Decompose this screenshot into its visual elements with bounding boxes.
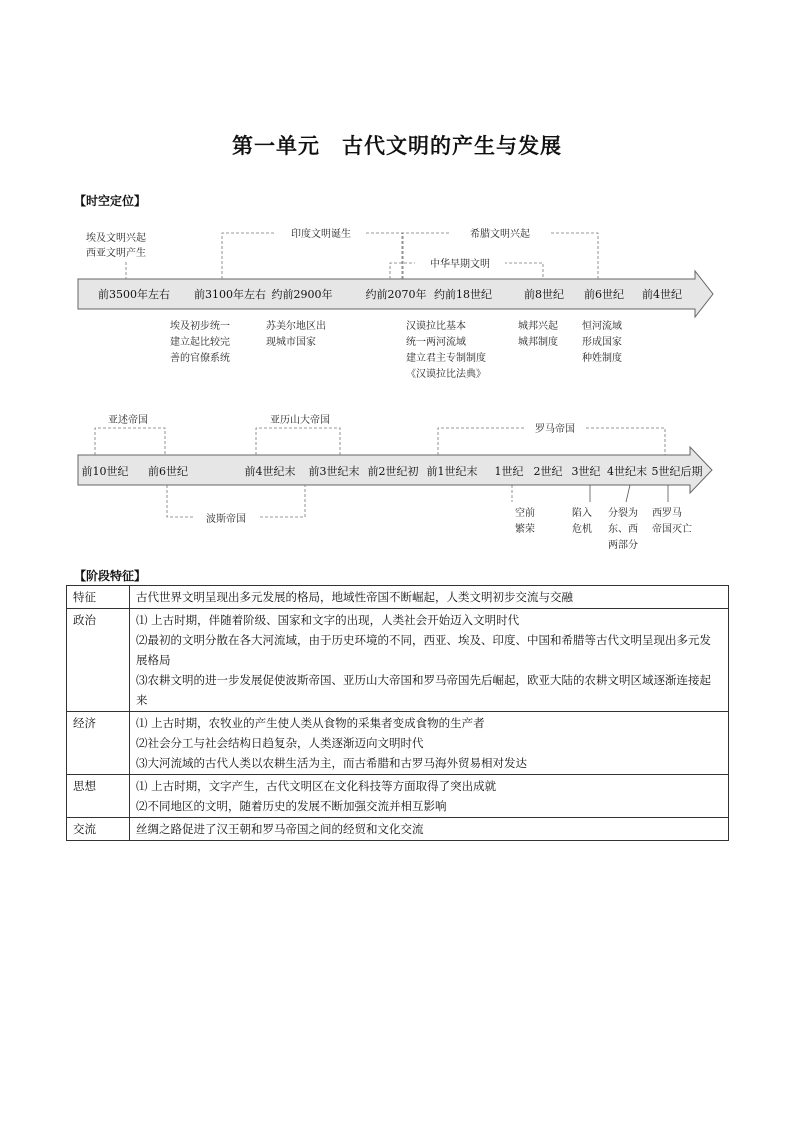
tick: 前8世纪 xyxy=(524,288,564,301)
note: 苏美尔地区出 xyxy=(266,321,326,332)
tick: 约前2070年 xyxy=(365,288,427,301)
row-key: 思想 xyxy=(67,775,130,818)
note: 善的官僚系统 xyxy=(170,353,230,364)
note: 恒河流域 xyxy=(582,321,622,332)
note: 埃及初步统一 xyxy=(170,321,230,332)
tick: 前6世纪 xyxy=(148,465,188,478)
tick: 1世纪 xyxy=(494,465,524,478)
tick: 前3世纪末 xyxy=(308,465,360,478)
note: 汉谟拉比基本 xyxy=(406,321,466,332)
note: 城邦制度 xyxy=(518,337,558,348)
note: 繁荣 xyxy=(515,524,535,535)
tick: 前10世纪 xyxy=(81,465,129,478)
row-line: ⑴ 上古时期，农牧业的产生使人类从食物的采集者变成食物的生产者 xyxy=(136,716,485,730)
note: 东、西 xyxy=(608,524,638,535)
tick: 约前18世纪 xyxy=(434,288,492,301)
row-line: 丝绸之路促进了汉王朝和罗马帝国之间的经贸和文化交流 xyxy=(136,822,424,836)
note: 城邦兴起 xyxy=(518,321,558,332)
note: 两部分 xyxy=(608,540,638,551)
features-table xyxy=(66,585,729,841)
note: 危机 xyxy=(572,524,592,535)
label-alexander: 亚历山大帝国 xyxy=(270,415,330,426)
note: 陷入 xyxy=(572,508,592,519)
label-assyria: 亚述帝国 xyxy=(108,415,148,426)
timeline-empires xyxy=(0,405,794,560)
note: 建立君主专制制度 xyxy=(406,353,486,364)
row-content xyxy=(130,609,729,712)
note: 帝国灭亡 xyxy=(652,524,692,535)
row-line: ⑵社会分工与社会结构日趋复杂，人类逐渐迈向文明时代 xyxy=(136,736,424,750)
section-heading-features: 【阶段特征】 xyxy=(74,569,147,583)
label-persia: 波斯帝国 xyxy=(206,514,246,525)
tick: 前2世纪初 xyxy=(367,465,419,478)
row-content xyxy=(130,775,729,818)
tick: 5世纪后期 xyxy=(651,465,703,478)
note: 现城市国家 xyxy=(266,337,316,348)
tick: 3世纪 xyxy=(571,465,601,478)
row-content xyxy=(130,818,729,841)
label-rome: 罗马帝国 xyxy=(535,424,575,435)
tick: 前3500年左右 xyxy=(98,288,170,301)
table-row xyxy=(67,775,729,818)
label-westasia: 西亚文明产生 xyxy=(86,248,146,259)
table-row xyxy=(67,609,729,712)
note: 形成国家 xyxy=(582,337,622,348)
row-line: ⑴ 上古时期，文字产生，古代文明区在文化科技等方面取得了突出成就 xyxy=(136,779,497,793)
table-row xyxy=(67,818,729,841)
row-line: ⑶大河流域的古代人类以农耕生活为主，而古希腊和古罗马海外贸易相对发达 xyxy=(136,756,527,770)
row-line: ⑶农耕文明的进一步发展促使波斯帝国、亚历山大帝国和罗马帝国先后崛起，欧亚大陆的农耕文明区域逐渐连接起来 xyxy=(136,673,711,707)
label-china: 中华早期文明 xyxy=(430,259,490,270)
note: 空前 xyxy=(515,508,535,519)
row-key: 交流 xyxy=(67,818,130,841)
row-line: ⑵最初的文明分散在各大河流域，由于历史环境的不同，西亚、埃及、印度、中国和希腊等古代文明呈现出多元发展格局 xyxy=(136,633,711,667)
row-line: ⑵不同地区的文明，随着历史的发展不断加强交流并相互影响 xyxy=(136,799,447,813)
note: 《汉谟拉比法典》 xyxy=(406,369,486,380)
note: 统一两河流域 xyxy=(406,337,466,348)
note: 种姓制度 xyxy=(582,353,622,364)
page-title: 第一单元 古代文明的产生与发展 xyxy=(232,133,562,158)
timeline-ancient-civilizations xyxy=(0,210,794,385)
tick: 前1世纪末 xyxy=(426,465,478,478)
row-key: 特征 xyxy=(67,586,130,609)
note: 西罗马 xyxy=(652,508,682,519)
label-india: 印度文明诞生 xyxy=(291,229,351,240)
row-content xyxy=(130,712,729,775)
tick: 前3100年左右 xyxy=(194,288,266,301)
table-row xyxy=(67,712,729,775)
section-heading-spacetime: 【时空定位】 xyxy=(74,194,147,208)
row-line: 古代世界文明呈现出多元发展的格局，地域性帝国不断崛起，人类文明初步交流与交融 xyxy=(136,590,573,604)
note: 建立起比较完 xyxy=(170,337,230,348)
tick: 2世纪 xyxy=(533,465,563,478)
tick: 前6世纪 xyxy=(584,288,624,301)
tick: 前4世纪末 xyxy=(244,465,296,478)
table-row xyxy=(67,586,729,609)
row-key: 经济 xyxy=(67,712,130,775)
row-content xyxy=(130,586,729,609)
note: 分裂为 xyxy=(608,508,638,519)
label-greece: 希腊文明兴起 xyxy=(470,229,530,240)
row-line: ⑴ 上古时期，伴随着阶级、国家和文字的出现，人类社会开始迈入文明时代 xyxy=(136,613,520,627)
row-key: 政治 xyxy=(67,609,130,712)
tick: 约前2900年 xyxy=(271,288,333,301)
tick: 4世纪末 xyxy=(607,465,647,478)
label-egypt-rise: 埃及文明兴起 xyxy=(86,233,146,244)
tick: 前4世纪 xyxy=(642,288,682,301)
